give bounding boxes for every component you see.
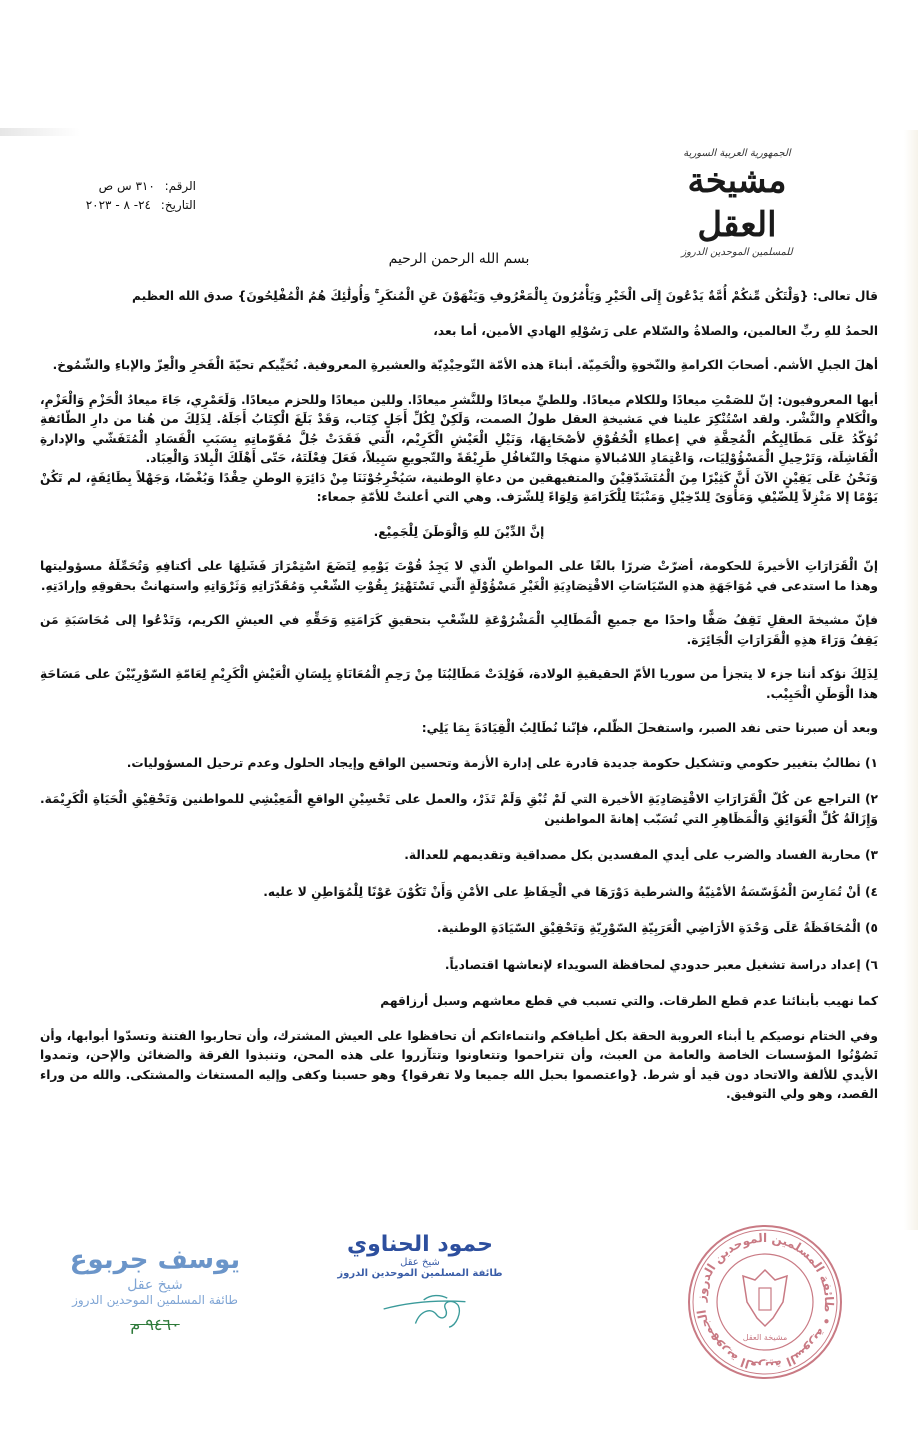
page-edge-shadow	[904, 130, 918, 1230]
signatory-org: طائفة المسلمين الموحدين الدروز	[337, 1268, 503, 1279]
demand-item: ٥) الْمُحَافَظَةُ عَلَى وَحْدَةِ الأرَاضِي الْعَرَبِيّةِ السّوْرِيّةِ وَتَحْقِيْقِ السّيَادَةِ الوطنية.	[436, 921, 878, 935]
signature-hammoud-hennawi	[320, 1232, 520, 1333]
signatory-name: يوسف جربوع	[69, 1245, 241, 1275]
logo-main-text: مشيخة العقل	[687, 161, 787, 245]
reference-label: الرقم:	[164, 179, 196, 193]
reference-date	[46, 196, 196, 215]
svg-text:الجمهورية العربية السورية • طا	[694, 1231, 836, 1373]
official-stamp-icon	[685, 1222, 845, 1382]
demand-item: ٣) محاربة الفساد والضرب على أيدي المفسدين بكل مصداقية وتقديمهم للعدالة.	[404, 848, 878, 862]
page-edge-shadow-left	[0, 128, 80, 136]
greeting-paragraph: أهلَ الجبلِ الأشم. أصحابَ الكرامةِ والنّخوةِ والْحَمِيّة. أبناءَ هذه الأمّة التّوحِيْدِيّة والعشيرةِ المعروفية. نُحَيِّيكم تحيّةَ الْفَخرِ والْعِزّ والإباءِ والشّمُوخ.	[52, 358, 878, 372]
reference-block	[46, 177, 196, 215]
reference-value: ٣١٠ س ص	[98, 179, 155, 193]
logo-top-line: الجمهورية العربية السورية	[683, 148, 791, 159]
demand-item: ٤) أنْ تُمَارِسَ الْمُؤَسّسَةُ الأمْنِيّةُ والشرطية دَوْرَهَا في الْحِفَاظِ على الأمْنِ وَأَنْ تَكُوْنَ عَوْنًا لِلْمُوَاطِنِ لا عليه.	[263, 884, 878, 899]
decisions-paragraph: إنّ الْقَرَارَاتِ الأخيرةَ للحكومة، أضرّتْ ضررًا بالغًا على المواطنِ الّذي لا يَجِدُ قُوْتَ يَوْمِهِ لِتَضَعَ اسْتِمْرَارَ فَشَلِهَا على أكتافِهِ وَتُحَمِّلَهُ مسؤوليتها وهذا ما استدعى في مُوَاجَهَةِ هذهِ السّيَاسَاتِ الاقْتِصَادِيَةِ الْغَيْرِ مَسْؤُوْلَةٍ الّتي تَسْتَهْتِرُ بِقُوْتِ الشّعْبِ وَمُقَدّرَاتِهِ وَثَرْوَاتِهِ واستهانتْ بحقوقِهِ وإرادَتِهِ.	[40, 559, 878, 593]
motto: إنَّ الدِّيْنَ للهِ وَالْوَطَنَ لِلْجَمِيْع.	[373, 524, 545, 539]
stance-paragraph: فإنّ مشيخةَ العقلِ تَقِفُ صَفًّا واحدًا مع جميعِ الْمَطَالِبِ الْمَشْرُوْعَةِ للشّعْبِ بتحقيقِ كَرَامَتِهِ وَحَقِّهِ في العيشِ الكريم، وَتَدْعُوا إلى مُحَاسَبَةِ مَن يَقِفُ وَرَاءَ هذِهِ الْقَرَارَاتِ الْجَائِرَة.	[40, 613, 878, 647]
signature-youssef-jarbou	[35, 1245, 275, 1334]
certainty-paragraph: وَنَحْنُ عَلَى يَقِيْنٍ الآنَ أَنَّ كَثِيْرًا مِنَ الْمُتَشَدّقِيْنَ والمتفيهقين من دعاةِ الوطنية، سَيُخْرِجُوْنَنَا مِنْ دَائِرَةِ الوطنِ حِقْدًا وَبُغْضًا، وَجَهْلاً بِطَائِفَةٍ، لم تَكُنْ يَوْمًا إلا مَنْزِلاً لِلضّيْفِ وَمَأْوَىً لِلدّخِيْلِ وَمَنْبَتًا لِلْكَرَامَةِ وَلِوَاءً لِلشّرَف. وهي التي أعلنتْ للأمّةِ جمعاء:	[40, 470, 878, 504]
demand-item: ٢) التراجع عن كُلّ الْقَرَارَاتِ الاقْتِصَادِيَةِ الأخيرة التي لَمْ تُبْقِ وَلَمْ تَذَرْ، والعمل على تَحْسِيْنِ الواقعِ الْمَعِيْشِي للمواطنين وَتَحْقِيْقِ الْحَيَاةِ الْكَرِيْمَة. وَإِزَالَةُ كُلِّ الْعَوَائِقِ وَالْمَظَاهِرِ التي تُسَبّب إهانةَ المواطنين	[40, 792, 878, 826]
signatory-org: طائفة المسلمين الموحدين الدروز	[72, 1293, 238, 1307]
date-label: التاريخ:	[160, 198, 196, 212]
handwritten-mark: ٩٤٦٠ م	[130, 1315, 180, 1334]
letterhead-logo	[652, 148, 822, 258]
demand-item: ١) نطالبُ بتغيير حكومي وتشكيل حكومة جديدة قادرة على إدارة الأزمة وتحسين الواقع وإيجاد الحلول وعدم ترحيل المسؤوليات.	[126, 755, 878, 770]
signatory-name: حمود الحناوي	[346, 1232, 494, 1257]
date-value: ٢٤- ٨ - ٢٠٢٣	[85, 198, 151, 212]
quran-verse: قال تعالى: {وَلْتَكُن مِّنكُمْ أُمَّةٌ يَدْعُونَ إِلَى الْخَيْرِ وَيَأْمُرُونَ بِالْمَعْرُوفِ وَيَنْهَوْنَ عَنِ الْمُنكَرِ ۚ وَأُولَٰئِكَ هُمُ الْمُفْلِحُونَ} صدق الله العظيم	[132, 289, 878, 303]
address-paragraph: أيها المعروفيون: إنّ للصَمْتِ ميعادًا وللكلام ميعادًا. وللطيِّ ميعادًا وللنَّشرِ ميعادًا. وللين ميعادًا وللحزم ميعادًا. وَلَعَمْرِي، جَاءَ ميعادُ الْحَزْمِ وَالْعَزْمِ، والْكَلامِ والنَّشْر. ولقد اسْتُنْكِرَ علينا في مَشيخةِ العقل طولُ الصمت، وَلَكِنْ لِكُلِّ أَجَلٍ كِتَاب، وَقَدْ بَلَغَ الْكِتَابُ أَجَلَهُ. لِذَلِكَ من هُنا من دارِ الطّائفةِ نُؤكّدُ عَلَى مَطَالِبِكُم الْمُحِقَّةِ في إعطاءِ الْحُقُوْقِ لأصْحَابِهَا، وَنَيْلِ الْعَيْشِ الْكَرِيْم، الّتي فَقَدَتْ جُلَّ مُقَوّماتِهِ بِسَبَبِ الْفَسَادِ الْمُتَفَشّي والإدارةِ الْفَاشِلَة، وَتَرْحِيلِ الْمَسْؤُوْلِيَات، وَاعْتِمَادِ اللامُبالاةِ منهجًا والتّغافُلِ طَرِيْقَةً والتّجويعِ سَبِيلاً، فَعَلَ فِعْلَتَهُ، حَتّى أَهْلَكَ الْبِلادَ وَالْعِبَاد.	[40, 392, 878, 465]
logo-sub-line: للمسلمين الموحدين الدروز	[681, 247, 793, 258]
handwritten-signature-icon	[320, 1289, 520, 1329]
letter-body	[40, 287, 878, 1120]
closing-paragraph: وفي الختام نوصيكم يا أبناء العروبة الحقة بكل أطيافكم وانتماءاتكم أن تحافظوا على العيش المشترك، وأن تحاربوا الفتنة وتسدّوا أبوابها، وأن تَصُوْنُوا المؤسسات الخاصة والعامة من العبث، وأن تتراحموا وتتعاونوا وتتآزروا على هذه المحن، وتنبذوا الفرقة والضغائن والإحن، وتمدوا الأيدي للألفة والاتحاد دون قيد أو شرط. {واعتصموا بحبل الله جميعا ولا تفرقوا} وهو حسبنا وكفى وإليه المستغاث والمشتكى. والله من وراء القصد، وهو ولي التوفيق.	[40, 1028, 878, 1101]
stamp-inner-text: مشيخة العقل	[742, 1333, 788, 1342]
reference-number	[46, 177, 196, 196]
signatory-title: شيخ عقل	[400, 1257, 440, 1268]
signatory-title: شيخ عقل	[127, 1277, 183, 1293]
stamp-outer-text: الجمهورية العربية السورية • طائفة المسلمين الموحدين الدروز	[693, 1230, 837, 1374]
basmala: بسم الله الرحمن الرحيم	[388, 251, 530, 267]
roads-appeal: كما نهيب بأبنائنا عدم قطع الطرقات. والتي تسبب في قطع معاشهم وسبل أرزاقهم	[380, 994, 878, 1008]
identity-paragraph: لِذَلِكَ نؤكد أننا جزء لا يتجزأ من سوريا الأمّ الحقيقيةِ الولادة، فَوُلِدَتْ مَطَالِبُنَا مِنْ رَحِمِ الْمُعَانَاةِ بِلِسَانِ الْعَيْشِ الْكَرِيْمِ لِعَامّةِ السّوْرِيّيْنَ على مَسَاحَةِ هذا الْوَطَنِ الْحَبِيْب.	[40, 667, 878, 701]
demands-intro: وبعد أن صبرنا حتى نفد الصبر، واستفحلَ الظّلم، فإنّنا نُطَالِبُ الْقِيَادَةَ بِمَا يَلِي:	[421, 721, 878, 735]
praise-paragraph: الحمدُ للهِ ربِّ العالمين، والصلاةُ والسّلام على رَسُوْلِهِ الهادي الأمين، أما بعد،	[433, 323, 878, 338]
demand-item: ٦) إعداد دراسة تشغيل معبر حدودي لمحافظة السويداء لإنعاشها اقتصادياً.	[444, 957, 878, 972]
